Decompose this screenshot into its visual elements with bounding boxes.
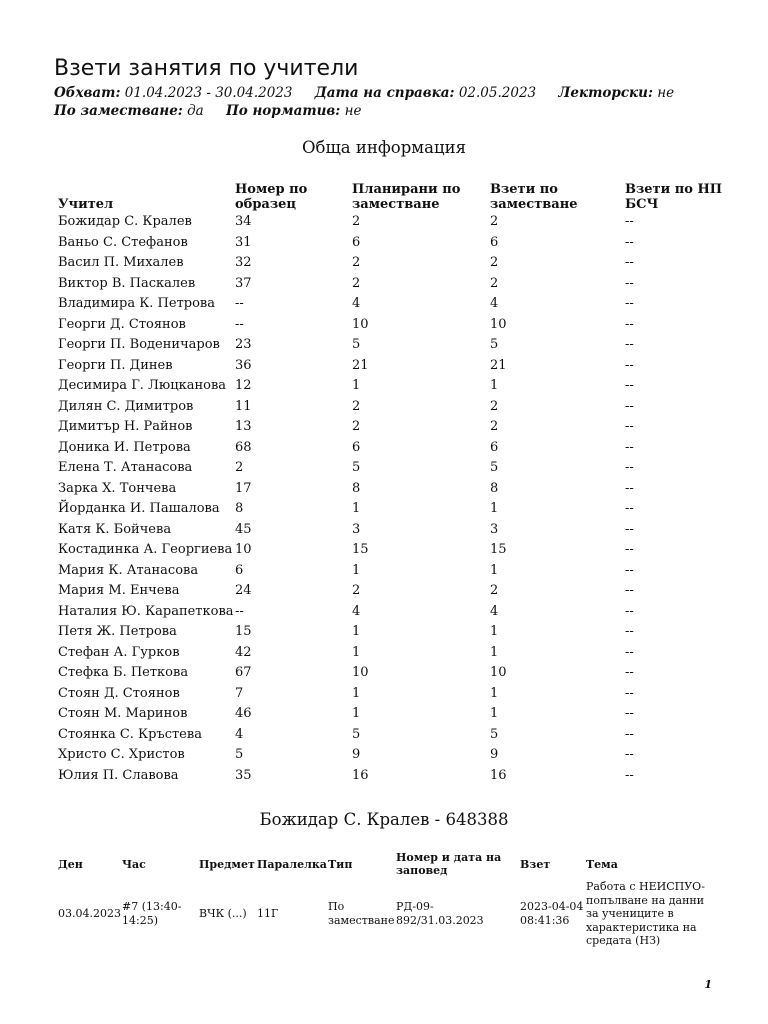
- summary-cell: 21: [490, 357, 507, 373]
- summary-cell: --: [625, 419, 634, 434]
- summary-column-header: Взети по заместване: [490, 182, 578, 212]
- summary-cell: --: [235, 296, 244, 311]
- summary-cell: --: [625, 726, 634, 742]
- summary-cell: 2: [490, 583, 499, 598]
- summary-cell: 32: [235, 255, 252, 270]
- summary-cell: 2: [490, 214, 499, 229]
- summary-cell: 4: [352, 296, 361, 311]
- summary-cell: --: [625, 644, 634, 660]
- summary-cell: 35: [235, 767, 252, 783]
- detail-header-row: [58, 848, 708, 880]
- summary-cell: 16: [352, 767, 369, 783]
- summary-cell: --: [625, 706, 634, 721]
- norm-label: По норматив:: [226, 103, 341, 119]
- summary-cell: 10: [490, 316, 507, 332]
- lecturer-value: не: [657, 85, 675, 101]
- summary-cell: 4: [352, 603, 361, 619]
- summary-cell: 3: [490, 521, 499, 537]
- summary-cell: 24: [235, 583, 252, 598]
- summary-cell: 6: [490, 439, 499, 455]
- summary-row: [58, 315, 738, 336]
- summary-cell: 4: [235, 726, 244, 742]
- summary-cell: 13: [235, 419, 252, 434]
- summary-cell: 10: [352, 665, 369, 680]
- summary-header-row: [58, 178, 738, 212]
- summary-row: [58, 458, 738, 479]
- lecturer-label: Лекторски:: [558, 85, 653, 101]
- summary-cell: 1: [352, 562, 361, 578]
- summary-cell: --: [625, 275, 634, 291]
- report-date-value: 02.05.2023: [458, 85, 537, 101]
- summary-cell: 12: [235, 378, 252, 393]
- summary-row: [58, 376, 738, 397]
- summary-cell: 21: [352, 357, 369, 373]
- summary-cell: --: [625, 357, 634, 373]
- summary-row: [58, 540, 738, 561]
- summary-cell: 10: [352, 316, 369, 332]
- summary-cell: 5: [352, 460, 361, 475]
- summary-cell: Дилян С. Димитров: [58, 398, 194, 414]
- summary-cell: 67: [235, 665, 252, 680]
- summary-cell: Юлия П. Славова: [58, 767, 179, 783]
- summary-cell: --: [625, 665, 634, 680]
- summary-cell: 15: [490, 542, 507, 557]
- summary-row: [58, 561, 738, 582]
- lesson-cell: ВЧК (...): [199, 907, 247, 920]
- summary-cell: Зарка Х. Тончева: [58, 480, 177, 496]
- summary-cell: 6: [235, 562, 244, 578]
- detail-column-header: Номер и дата на заповед: [396, 851, 502, 877]
- report-date-label: Дата на справка:: [314, 85, 455, 101]
- summary-cell: Владимира К. Петрова: [58, 296, 215, 311]
- summary-cell: Георги Д. Стоянов: [58, 316, 186, 332]
- summary-cell: --: [625, 255, 634, 270]
- norm-value: не: [344, 103, 362, 119]
- summary-cell: 31: [235, 234, 252, 250]
- substitution-label: По заместване:: [54, 103, 183, 119]
- summary-cell: --: [625, 603, 634, 619]
- summary-cell: 8: [490, 480, 499, 496]
- report-parameters: [54, 84, 714, 120]
- summary-cell: 2: [352, 255, 361, 270]
- summary-cell: 45: [235, 521, 252, 537]
- summary-row: [58, 643, 738, 664]
- summary-cell: --: [235, 603, 244, 619]
- lesson-cell: По заместване: [328, 900, 395, 927]
- summary-cell: 2: [352, 398, 361, 414]
- summary-column-header: Учител: [58, 197, 114, 212]
- summary-cell: --: [625, 583, 634, 598]
- summary-cell: 2: [352, 275, 361, 291]
- summary-cell: Доника И. Петрова: [58, 439, 191, 455]
- summary-cell: --: [625, 296, 634, 311]
- summary-cell: 10: [490, 665, 507, 680]
- summary-cell: 1: [490, 706, 499, 721]
- summary-row: [58, 684, 738, 705]
- period-label: Обхват:: [54, 85, 121, 101]
- summary-cell: 5: [490, 460, 499, 475]
- summary-cell: 5: [235, 747, 244, 762]
- summary-cell: 2: [352, 214, 361, 229]
- summary-cell: --: [625, 624, 634, 639]
- summary-cell: 36: [235, 357, 252, 373]
- summary-row: [58, 622, 738, 643]
- summary-row: [58, 602, 738, 623]
- summary-cell: Георги П. Воденичаров: [58, 337, 220, 352]
- summary-cell: --: [625, 316, 634, 332]
- summary-cell: 1: [490, 378, 499, 393]
- summary-cell: 68: [235, 439, 252, 455]
- summary-cell: 5: [490, 726, 499, 742]
- summary-cell: --: [625, 747, 634, 762]
- summary-cell: 8: [352, 480, 361, 496]
- summary-cell: Йорданка И. Пашалова: [58, 501, 220, 516]
- summary-cell: Ваньо С. Стефанов: [58, 234, 188, 250]
- summary-heading: Обща информация: [302, 138, 466, 157]
- summary-cell: 1: [352, 378, 361, 393]
- summary-cell: 46: [235, 706, 252, 721]
- summary-cell: Стоян Д. Стоянов: [58, 685, 180, 701]
- summary-cell: --: [625, 337, 634, 352]
- summary-row: [58, 499, 738, 520]
- teacher-lessons-table: [58, 848, 708, 948]
- detail-column-header: Час: [122, 857, 146, 871]
- summary-column-header: Номер по образец: [235, 182, 308, 212]
- summary-cell: 15: [235, 624, 252, 639]
- lesson-cell: РД-09-892/31.03.2023: [396, 900, 484, 927]
- summary-cell: Мария М. Енчева: [58, 583, 180, 598]
- detail-table-body: [58, 880, 708, 948]
- summary-cell: 5: [352, 337, 361, 352]
- summary-cell: 34: [235, 214, 252, 229]
- summary-cell: 6: [352, 234, 361, 250]
- summary-row: [58, 704, 738, 725]
- summary-cell: 1: [352, 706, 361, 721]
- summary-cell: 42: [235, 644, 252, 660]
- detail-column-header: Паралелка: [257, 857, 327, 871]
- lesson-row: [58, 880, 708, 948]
- summary-row: [58, 725, 738, 746]
- summary-cell: 5: [352, 726, 361, 742]
- summary-cell: 2: [490, 398, 499, 414]
- lesson-cell: Работа с НЕИСПУО-попълване на данни за учениците в характеристика на средата (НЗ): [586, 880, 705, 947]
- summary-cell: --: [625, 398, 634, 414]
- summary-cell: 4: [490, 296, 499, 311]
- detail-column-header: Предмет: [199, 857, 255, 871]
- summary-row: [58, 233, 738, 254]
- report-title: Взети занятия по учители: [54, 56, 359, 81]
- summary-column-header: Планирани по заместване: [352, 182, 461, 212]
- summary-row: [58, 212, 738, 233]
- summary-row: [58, 581, 738, 602]
- summary-cell: --: [625, 439, 634, 455]
- summary-cell: Васил П. Михалев: [58, 255, 184, 270]
- summary-cell: 1: [490, 562, 499, 578]
- summary-cell: 2: [235, 460, 244, 475]
- teacher-section-heading: Божидар С. Кралев - 648388: [259, 810, 509, 829]
- summary-table: [58, 178, 738, 786]
- summary-cell: Стоян М. Маринов: [58, 706, 188, 721]
- detail-column-header: Тема: [586, 857, 618, 871]
- summary-row: [58, 397, 738, 418]
- summary-cell: 11: [235, 398, 252, 414]
- summary-cell: Стефка Б. Петкова: [58, 665, 189, 680]
- summary-cell: 2: [490, 255, 499, 270]
- lesson-cell: 03.04.2023: [58, 907, 121, 920]
- summary-cell: 1: [490, 501, 499, 516]
- summary-cell: --: [625, 214, 634, 229]
- summary-table-body: [58, 212, 738, 786]
- summary-row: [58, 745, 738, 766]
- summary-cell: Костадинка А. Георгиева: [58, 542, 233, 557]
- summary-cell: --: [625, 501, 634, 516]
- summary-cell: 1: [490, 624, 499, 639]
- summary-row: [58, 417, 738, 438]
- detail-column-header: Ден: [58, 857, 83, 871]
- summary-row: [58, 479, 738, 500]
- summary-row: [58, 253, 738, 274]
- summary-cell: Виктор В. Паскалев: [58, 275, 196, 291]
- detail-column-header: Взет: [520, 857, 551, 871]
- summary-cell: 1: [352, 501, 361, 516]
- period-value: 01.04.2023 - 30.04.2023: [124, 85, 293, 101]
- summary-cell: Димитър Н. Райнов: [58, 419, 193, 434]
- summary-cell: 2: [352, 419, 361, 434]
- summary-cell: --: [625, 521, 634, 537]
- summary-cell: Десимира Г. Люцканова: [58, 378, 227, 393]
- summary-row: [58, 294, 738, 315]
- summary-cell: --: [625, 542, 634, 557]
- summary-cell: --: [625, 685, 634, 701]
- summary-cell: 3: [352, 521, 361, 537]
- summary-cell: Стефан А. Гурков: [58, 644, 180, 660]
- lesson-cell: 2023-04-04 08:41:36: [520, 900, 584, 927]
- summary-row: [58, 274, 738, 295]
- summary-cell: Мария К. Атанасова: [58, 562, 199, 578]
- summary-cell: 15: [352, 542, 369, 557]
- summary-cell: 1: [490, 685, 499, 701]
- summary-cell: Стоянка С. Кръстева: [58, 726, 202, 742]
- summary-cell: 1: [490, 644, 499, 660]
- summary-cell: --: [625, 460, 634, 475]
- summary-row: [58, 335, 738, 356]
- summary-cell: 17: [235, 480, 252, 496]
- summary-cell: 2: [490, 275, 499, 291]
- summary-row: [58, 438, 738, 459]
- summary-cell: 9: [490, 747, 499, 762]
- summary-cell: --: [625, 234, 634, 250]
- summary-cell: Наталия Ю. Карапеткова: [58, 603, 234, 619]
- summary-cell: 1: [352, 685, 361, 701]
- summary-cell: 8: [235, 501, 244, 516]
- summary-cell: 7: [235, 685, 244, 701]
- summary-cell: --: [625, 562, 634, 578]
- summary-row: [58, 520, 738, 541]
- summary-row: [58, 663, 738, 684]
- summary-cell: 1: [352, 624, 361, 639]
- summary-row: [58, 766, 738, 787]
- substitution-value: да: [187, 103, 204, 119]
- summary-cell: Петя Ж. Петрова: [58, 624, 177, 639]
- summary-cell: 16: [490, 767, 507, 783]
- lesson-cell: 11Г: [257, 907, 279, 920]
- page-number: 1: [704, 978, 712, 991]
- summary-row: [58, 356, 738, 377]
- summary-cell: 6: [490, 234, 499, 250]
- summary-cell: 1: [352, 644, 361, 660]
- summary-cell: 23: [235, 337, 252, 352]
- summary-cell: 37: [235, 275, 252, 291]
- summary-cell: --: [625, 480, 634, 496]
- summary-cell: Катя К. Бойчева: [58, 521, 172, 537]
- summary-cell: Христо С. Христов: [58, 747, 185, 762]
- summary-cell: 9: [352, 747, 361, 762]
- summary-cell: 2: [352, 583, 361, 598]
- summary-cell: Георги П. Динев: [58, 357, 173, 373]
- summary-cell: Божидар С. Кралев: [58, 214, 192, 229]
- lesson-cell: #7 (13:40-14:25): [122, 900, 182, 927]
- summary-cell: 5: [490, 337, 499, 352]
- summary-cell: Елена Т. Атанасова: [58, 460, 193, 475]
- detail-column-header: Тип: [328, 857, 353, 871]
- summary-cell: 4: [490, 603, 499, 619]
- summary-cell: --: [625, 767, 634, 783]
- summary-column-header: Взети по НП БСЧ: [625, 182, 723, 212]
- summary-cell: --: [235, 316, 244, 332]
- summary-cell: --: [625, 378, 634, 393]
- summary-cell: 10: [235, 542, 252, 557]
- summary-cell: 6: [352, 439, 361, 455]
- summary-cell: 2: [490, 419, 499, 434]
